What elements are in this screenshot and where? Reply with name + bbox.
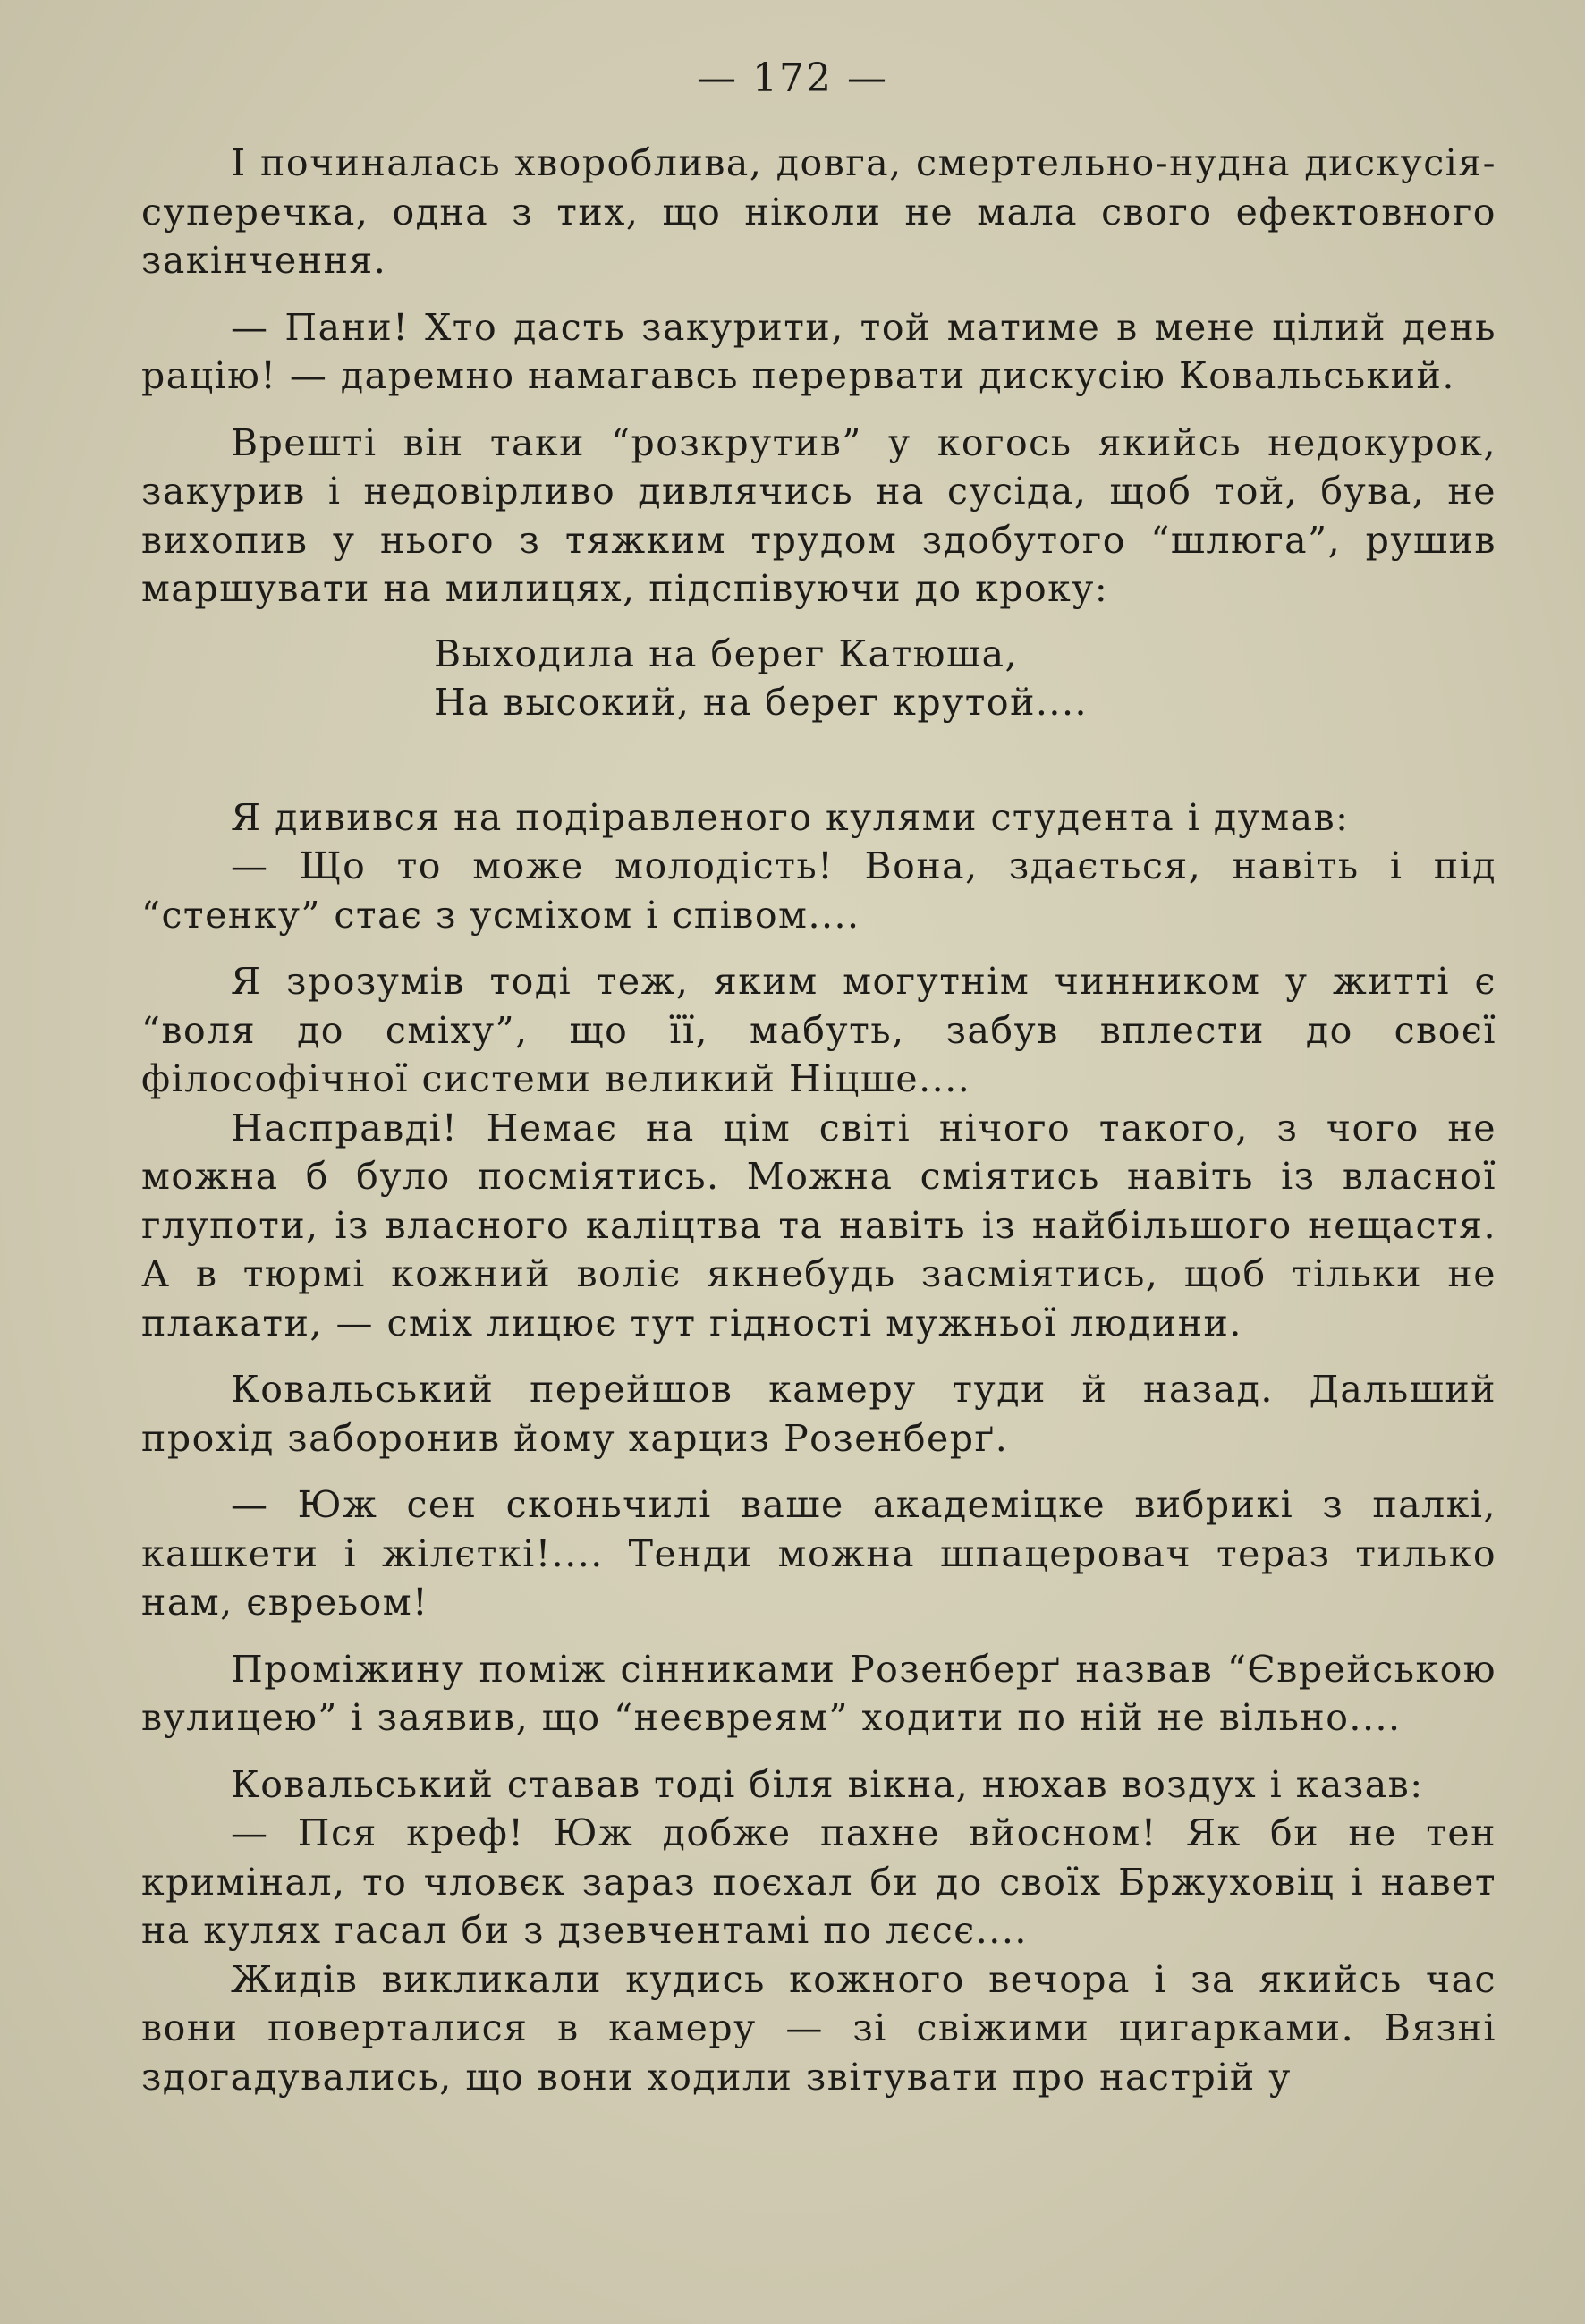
paragraph: Врешті він таки “розкрутив” у когось якийсь недокурок, закурив і недовірливо дивлячись на сусіда, щоб той, бува, не вихопив у нього з тяжким трудом здобутого “шлюга”, рушив маршувати на милицях, підспівуючи до кроку: — [141, 420, 1496, 610]
paragraph: Жидів викликали кудись кожного вечора і за якийсь час вони поверталися в камеру — зі свіжими цигарками. Вязні здогадувались, що вони ходили звітувати про настрій у — [141, 1957, 1496, 2099]
paragraph: — Пся креф! Юж добже пахне вйосном! Як би не тен кримінал, то чловєк зараз поєхал би до своїх Бржуховіц і навет на кулях гасал би з дзевчентамі по лєсє.... — [141, 1811, 1496, 1952]
verse-line: На высокий, на берег крутой.... — [434, 681, 1089, 724]
paragraph: — Що то може молодість! Вона, здається, навіть і під “стенку” стає з усміхом і співом.... — [141, 844, 1496, 937]
paragraph: — Юж сен сконьчилі ваше академіцке вибрикі з палкі, кашкети і жілєткі!.... Тенди можна шпацеровач тераз тилько нам, євреьом! — [141, 1483, 1496, 1624]
paragraph: І починалась хвороблива, довга, смертельно-нудна дискусія-суперечка, одна з тих, що ніколи не мала свого ефектовного закінчення. — [141, 141, 1496, 282]
paragraph: Я зрозумів тоді теж, яким могутнім чинником у житті є “воля до сміху”, що її, мабуть, забув вплести до своєї філософічної системи великий Ніцше.... — [141, 960, 1496, 1100]
paragraph: Я дивився на подіравленого кулями студента і думав: — [231, 795, 1350, 839]
paragraph: Проміжину поміж сінниками Розенберґ назвав “Єврейською вулицею” і заявив, що “неєвреям” ходити по ній не вільно.... — [141, 1647, 1496, 1739]
paragraph: Насправді! Немає на цім світі нічого такого, з чого не можна б було посміятись. Можна сміятись навіть із власної глупоти, із власного каліцтва та навіть із найбільшого нещастя. А в тюрмі кожний воліє якнебудь засміятись, щоб тільки не плакати, — сміх лицює тут гідності мужньої людини. — [141, 1106, 1496, 1344]
verse-line: Выходила на берег Катюша, — [434, 632, 1019, 675]
paragraph: — Пани! Хто дасть закурити, той матиме в мене цілий день рацію! — даремно намагавсь перервати дискусію Ковальський. — [141, 305, 1496, 397]
song-verse — [434, 630, 1496, 727]
paragraph: Ковальський перейшов камеру туди й назад. Дальший прохід заборонив йому харциз Розенберґ. — [141, 1368, 1496, 1460]
body-text — [141, 139, 1496, 2101]
paragraph: Ковальський ставав тоді біля вікна, нюхав воздух і казав: — [231, 1762, 1424, 1806]
page-number: — 172 — — [697, 55, 888, 101]
